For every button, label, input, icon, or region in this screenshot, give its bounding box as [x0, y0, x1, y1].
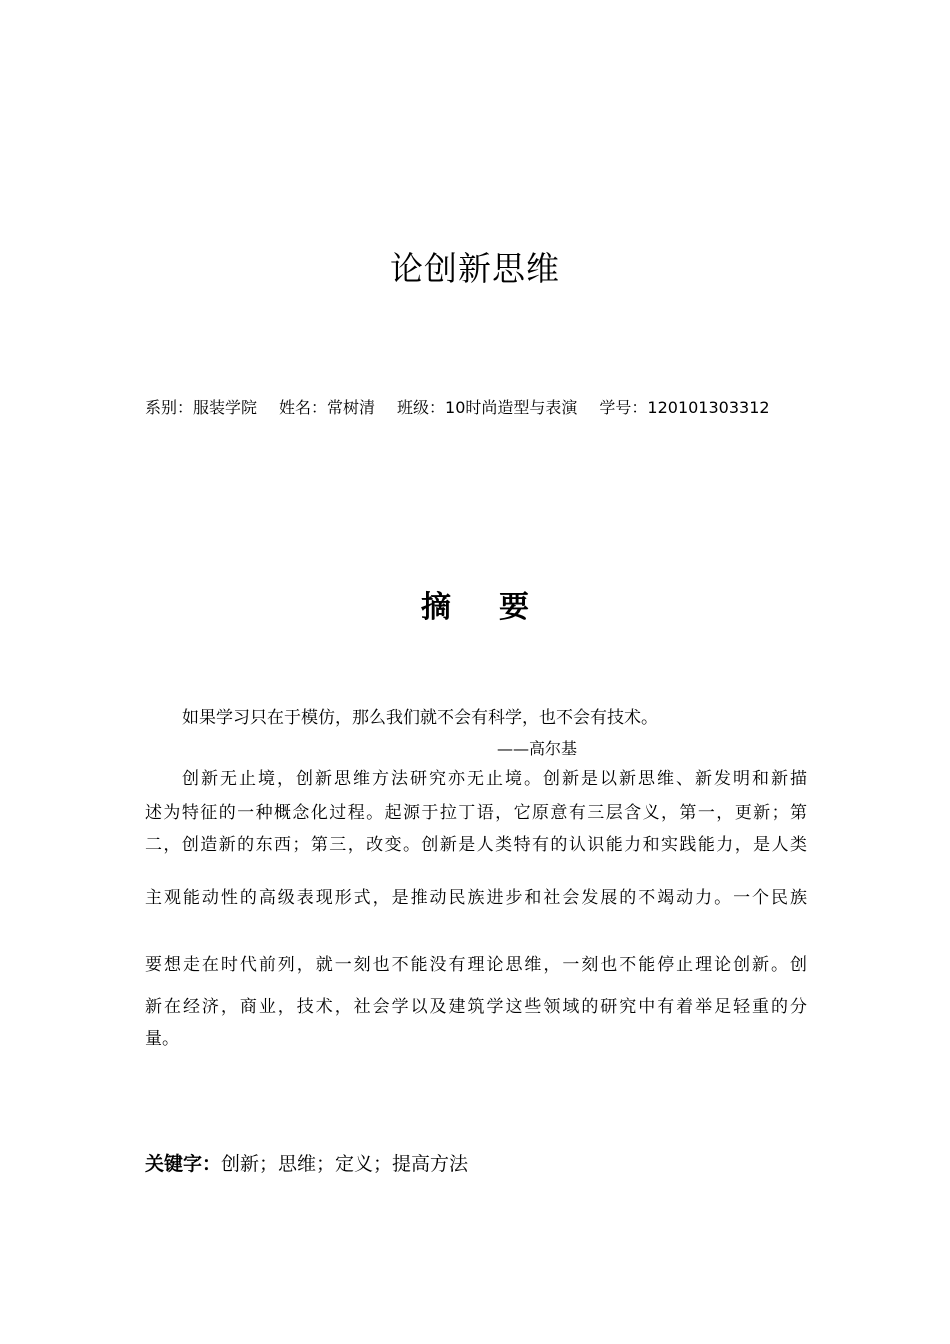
abstract-heading: 摘要: [421, 590, 577, 625]
abstract-line: 新在经济，商业，技术，社会学以及建筑学这些领域的研究中有着举足轻重的分: [145, 997, 807, 1017]
department-field: 系别：服装学院: [145, 398, 258, 417]
keywords-value: 创新；思维；定义；提高方法: [221, 1153, 469, 1175]
epigraph-author: ——高尔基: [497, 739, 578, 758]
abstract-line: 要想走在时代前列，就一刻也不能没有理论思维，一刻也不能停止理论创新。创: [145, 955, 807, 975]
abstract-line: 量。: [145, 1029, 179, 1049]
keywords-label: 关键字：: [145, 1153, 222, 1175]
epigraph-text: 如果学习只在于模仿，那么我们就不会有科学，也不会有技术。: [182, 708, 658, 728]
student-id-field: 学号：120101303312: [599, 398, 770, 417]
keywords-line: [145, 1150, 468, 1178]
abstract-line: 二，创造新的东西；第三，改变。创新是人类特有的认识能力和实践能力，是人类: [145, 835, 807, 855]
name-field: 姓名：常树清: [279, 398, 376, 417]
abstract-line: 主观能动性的高级表现形式，是推动民族进步和社会发展的不竭动力。一个民族: [145, 888, 807, 908]
abstract-line: 述为特征的一种概念化过程。起源于拉丁语，它原意有三层含义，第一，更新；第: [145, 803, 807, 823]
author-info-line: [145, 396, 815, 420]
class-field: 班级：10时尚造型与表演: [397, 398, 578, 417]
page-title: 论创新思维: [390, 249, 560, 288]
abstract-line: 创新无止境，创新思维方法研究亦无止境。创新是以新思维、新发明和新描: [182, 769, 807, 789]
